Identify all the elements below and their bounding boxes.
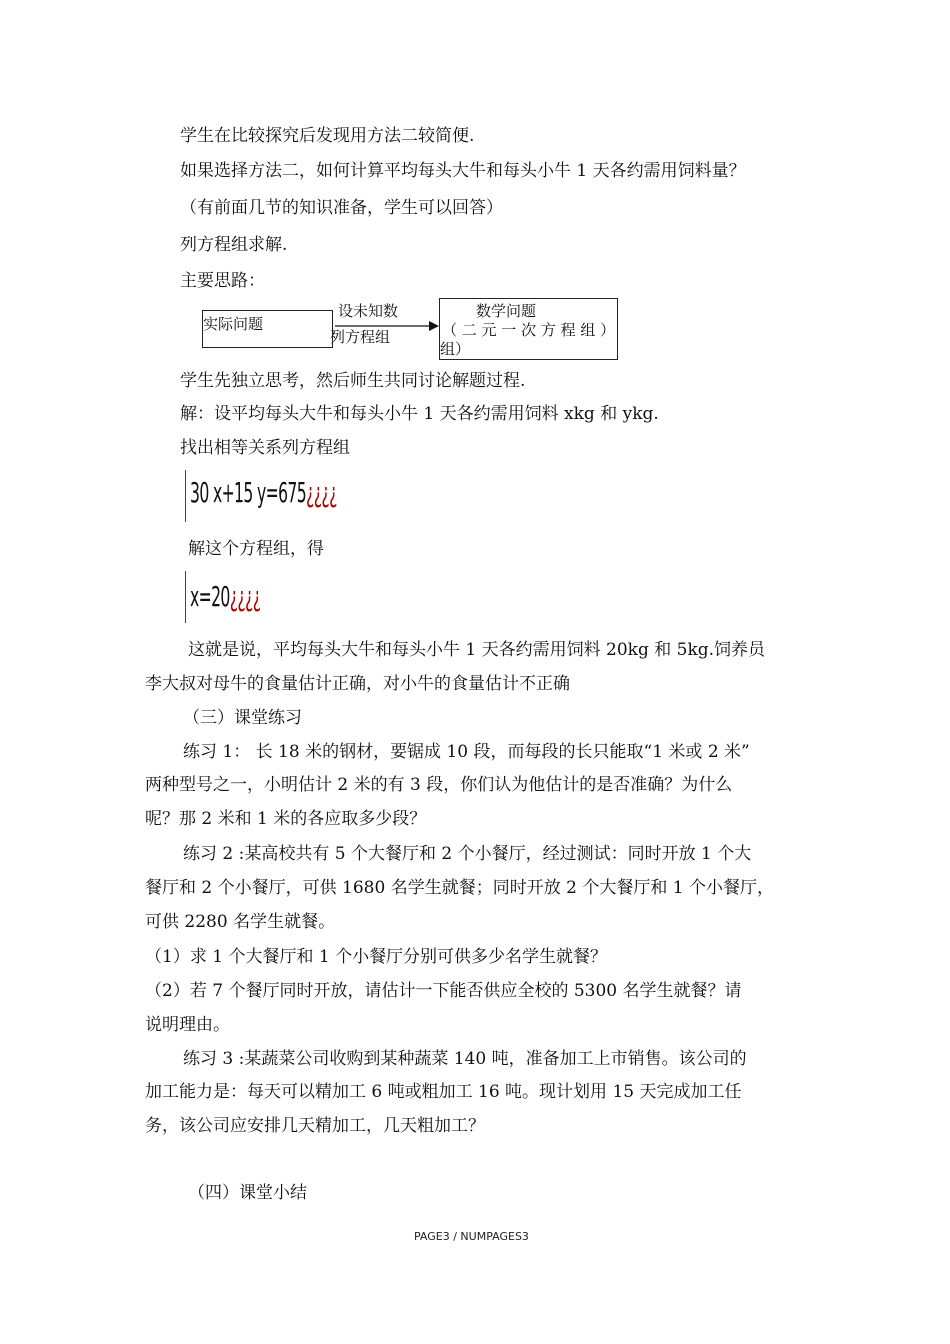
paragraph-line: 餐厅和 2 个小餐厅，可供 1680 名学生就餐；同时开放 2 个大餐厅和 1 个小餐厅， — [145, 878, 774, 898]
paragraph-line: 说明理由。 — [145, 1015, 230, 1035]
diagram-box-label: 实际问题 — [203, 315, 264, 333]
equation-text: x=20 — [190, 580, 230, 613]
equation-brace — [185, 470, 186, 522]
paragraph-line: （2）若 7 个餐厅同时开放，请估计一下能否供应全校的 5300 名学生就餐？请 — [145, 981, 742, 1001]
paragraph-line: 学生先独立思考，然后师生共同讨论解题过程. — [180, 371, 526, 391]
section-heading: （四）课堂小结 — [188, 1183, 307, 1203]
diagram-box-math-problem — [439, 298, 618, 360]
diagram-box-label: 组） — [440, 340, 471, 358]
equation-solution — [190, 580, 260, 613]
paragraph-line: 李大叔对母牛的食量估计正确，对小牛的食量估计不正确 — [145, 674, 570, 694]
paragraph-line: 加工能力是：每天可以精加工 6 吨或粗加工 16 吨。现计划用 15 天完成加工任 — [145, 1082, 742, 1102]
diagram-arrow — [333, 319, 441, 333]
paragraph-line: 学生在比较探究后发现用方法二较简便. — [180, 126, 475, 146]
garbled-glyphs: ¿¿¿¿ — [229, 580, 261, 613]
paragraph-line: （有前面几节的知识准备，学生可以回答） — [180, 198, 503, 218]
paragraph-line: 解这个方程组，得 — [188, 539, 324, 559]
paragraph-line: 呢？那 2 米和 1 米的各应取多少段？ — [145, 809, 427, 829]
equation-system — [190, 476, 337, 509]
paragraph-line: 练习 1： 长 18 米的钢材，要锯成 10 段，而每段的长只能取“1 米或 2 米” — [183, 742, 750, 762]
paragraph-line: 找出相等关系列方程组 — [180, 438, 350, 458]
section-heading: （三）课堂练习 — [183, 708, 302, 728]
diagram-box-real-problem — [202, 310, 333, 348]
paragraph-line: 务，该公司应安排几天精加工，几天粗加工？ — [145, 1116, 485, 1136]
equation-brace — [185, 571, 186, 623]
paragraph-line: 可供 2280 名学生就餐。 — [145, 912, 336, 932]
diagram-arrow-label-bottom: 列方程组 — [330, 328, 391, 346]
paragraph-line: 主要思路： — [180, 271, 265, 291]
diagram-box-label: 数学问题 — [476, 302, 537, 320]
paragraph-line: 练习 2 :某高校共有 5 个大餐厅和 2 个小餐厅，经过测试：同时开放 1 个大 — [183, 844, 752, 864]
paragraph-line: 解：设平均每头大牛和每头小牛 1 天各约需用饲料 xkg 和 ykg. — [180, 404, 659, 424]
diagram-arrow-label-top: 设未知数 — [338, 302, 399, 320]
equation-text: 30 x+15 y=675 — [190, 476, 307, 509]
paragraph-line: 列方程组求解. — [180, 235, 288, 255]
paragraph-line: 如果选择方法二，如何计算平均每头大牛和每头小牛 1 天各约需用饲料量？ — [180, 161, 746, 181]
paragraph-line: 这就是说，平均每头大牛和每头小牛 1 天各约需用饲料 20kg 和 5kg.饲养员 — [188, 640, 766, 660]
paragraph-line: 练习 3 :某蔬菜公司收购到某种蔬菜 140 吨，准备加工上市销售。该公司的 — [183, 1049, 747, 1069]
paragraph-line: （1）求 1 个大餐厅和 1 个小餐厅分别可供多少名学生就餐？ — [145, 947, 608, 967]
garbled-glyphs: ¿¿¿¿ — [306, 476, 337, 509]
diagram-box-label: （ 二 元 一 次 方 程 组 ） — [442, 321, 616, 339]
page-footer: PAGE3 / NUMPAGES3 — [414, 1230, 529, 1243]
paragraph-line: 两种型号之一，小明估计 2 米的有 3 段，你们认为他估计的是否准确？为什么 — [145, 775, 733, 795]
